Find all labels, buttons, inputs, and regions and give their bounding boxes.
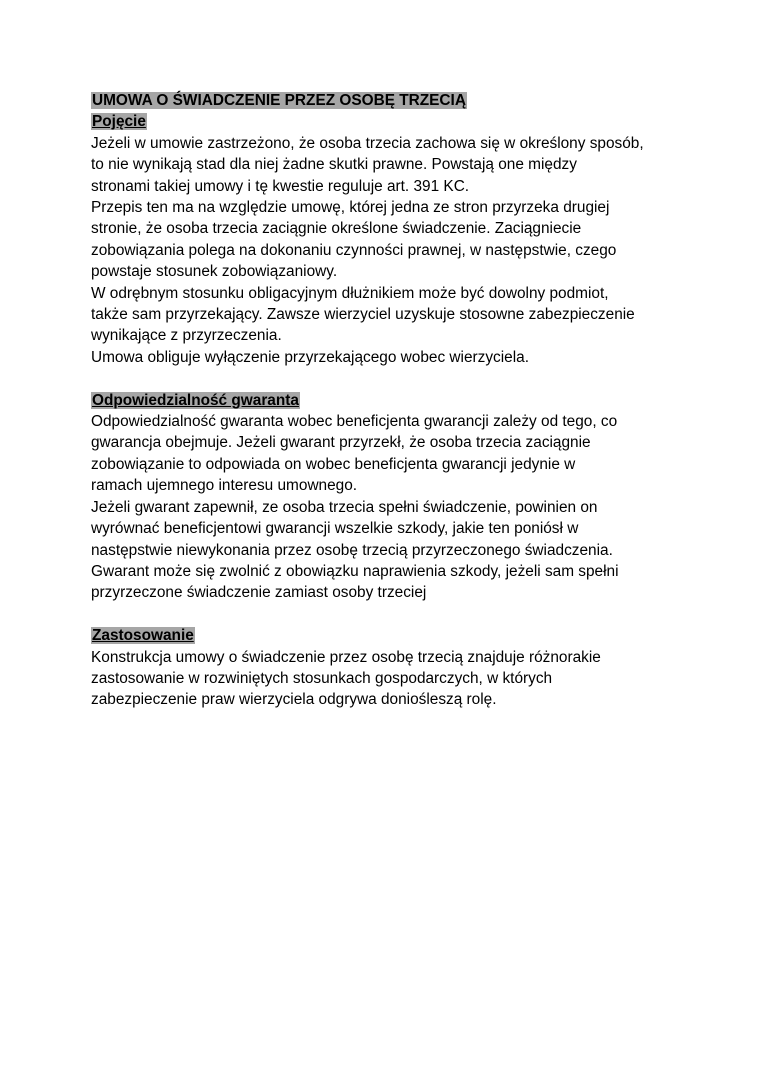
paragraph-line: Umowa obliguje wyłączenie przyrzekającego wobec wierzyciela. — [91, 348, 529, 366]
paragraph-line: Gwarant może się zwolnić z obowiązku naprawienia szkody, jeżeli sam spełni — [91, 562, 619, 580]
paragraph-line: także sam przyrzekający. Zawsze wierzyciel uzyskuje stosowne zabezpieczenie — [91, 306, 635, 324]
paragraph-line: Konstrukcja umowy o świadczenie przez osobę trzecią znajduje różnorakie — [91, 648, 601, 666]
paragraph-line: zastosowanie w rozwiniętych stosunkach gospodarczych, w których — [91, 669, 553, 687]
heading-line — [91, 625, 700, 646]
paragraph-line: W odrębnym stosunku obligacyjnym dłużnikiem może być dowolny podmiot, — [91, 284, 609, 302]
paragraph-line: wynikające z przyrzeczenia. — [91, 327, 282, 345]
paragraph-line: zabezpieczenie praw wierzyciela odgrywa doniośleszą rolę. — [91, 691, 497, 709]
paragraph-line: Jeżeli gwarant zapewnił, ze osoba trzecia spełni świadczenie, powinien on — [91, 498, 598, 516]
paragraph-line: ramach ujemnego interesu umownego. — [91, 477, 358, 495]
heading-line — [91, 390, 700, 411]
paragraph-line: zobowiązanie to odpowiada on wobec beneficjenta gwarancji jedynie w — [91, 455, 576, 473]
section-gap — [91, 604, 700, 625]
paragraph-line: stronie, że osoba trzecia zaciągnie określone świadczenie. Zaciągniecie — [91, 220, 582, 238]
section-gap — [91, 368, 700, 389]
paragraph-line: Jeżeli w umowie zastrzeżono, że osoba trzecia zachowa się w określony sposób, — [91, 134, 644, 152]
paragraph-line: zobowiązania polega na dokonaniu czynności prawnej, w następstwie, czego — [91, 241, 617, 259]
paragraph-line: następstwie niewykonania przez osobę trzecią przyrzeczonego świadczenia. — [91, 541, 613, 559]
section-heading-pojecie: Pojęcie — [92, 113, 146, 131]
paragraph-line: Przepis ten ma na względzie umowę, której jedna ze stron przyrzeka drugiej — [91, 199, 610, 217]
section-heading-zastosowanie: Zastosowanie — [92, 627, 194, 645]
paragraph-line: stronami takiej umowy i tę kwestie reguluje art. 391 KC. — [91, 177, 470, 195]
section-heading-odpowiedzialnosc: Odpowiedzialność gwaranta — [92, 391, 299, 409]
paragraph-line: gwarancja obejmuje. Jeżeli gwarant przyrzekł, że osoba trzecia zaciągnie — [91, 434, 591, 452]
paragraph-line: powstaje stosunek zobowiązaniowy. — [91, 263, 338, 281]
paragraph-line: przyrzeczone świadczenie zamiast osoby trzeciej — [91, 584, 427, 602]
paragraph-line: Odpowiedzialność gwaranta wobec beneficjenta gwarancji zależy od tego, co — [91, 413, 618, 431]
document-title: UMOWA O ŚWIADCZENIE PRZEZ OSOBĘ TRZECIĄ — [92, 92, 466, 109]
heading-line — [91, 111, 700, 132]
paragraph-line: to nie wynikają stad dla niej żadne skutki prawne. Powstają one między — [91, 156, 577, 174]
title-line — [91, 90, 700, 111]
paragraph-line: wyrównać beneficjentowi gwarancji wszelkie szkody, jakie ten poniósł w — [91, 520, 579, 538]
